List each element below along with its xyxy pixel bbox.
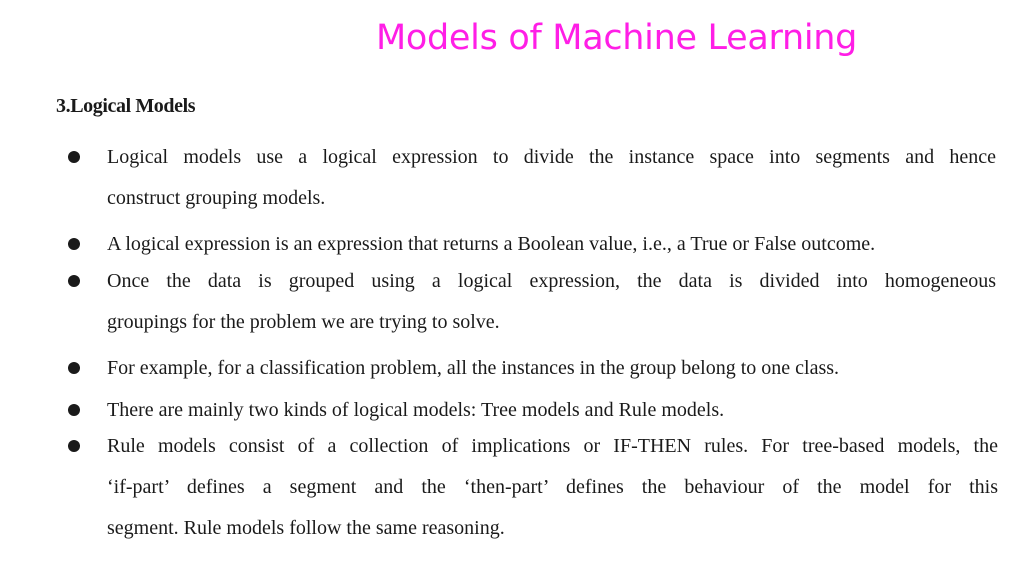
bullet-dot [68, 275, 80, 287]
section-heading: 3.Logical Models [56, 95, 196, 117]
bullet-dot [68, 404, 80, 416]
bullet-text-line: segment. Rule models follow the same reasoning. [107, 517, 505, 539]
bullet-dot [68, 440, 80, 452]
bullet-dot [68, 238, 80, 250]
bullet-text-line: ‘if-part’ defines a segment and the ‘then-part’ defines the behaviour of the model for this [107, 476, 998, 498]
bullet-dot [68, 151, 80, 163]
bullet-text-line: Rule models consist of a collection of implications or IF-THEN rules. For tree-based models, the [107, 435, 998, 457]
bullet-text-line: Once the data is grouped using a logical expression, the data is divided into homogeneous [107, 270, 996, 292]
bullet-dot [68, 362, 80, 374]
bullet-text-line: There are mainly two kinds of logical models: Tree models and Rule models. [107, 399, 725, 421]
bullet-text-line: construct grouping models. [107, 187, 326, 209]
slide-title: Models of Machine Learning [376, 18, 858, 58]
bullet-text-line: For example, for a classification problem, all the instances in the group belong to one class. [107, 357, 840, 379]
bullet-text-line: groupings for the problem we are trying to solve. [107, 311, 500, 333]
bullet-text-line: A logical expression is an expression that returns a Boolean value, i.e., a True or False outcome. [107, 233, 876, 255]
bullet-text-line: Logical models use a logical expression to divide the instance space into segments and hence [107, 146, 996, 168]
